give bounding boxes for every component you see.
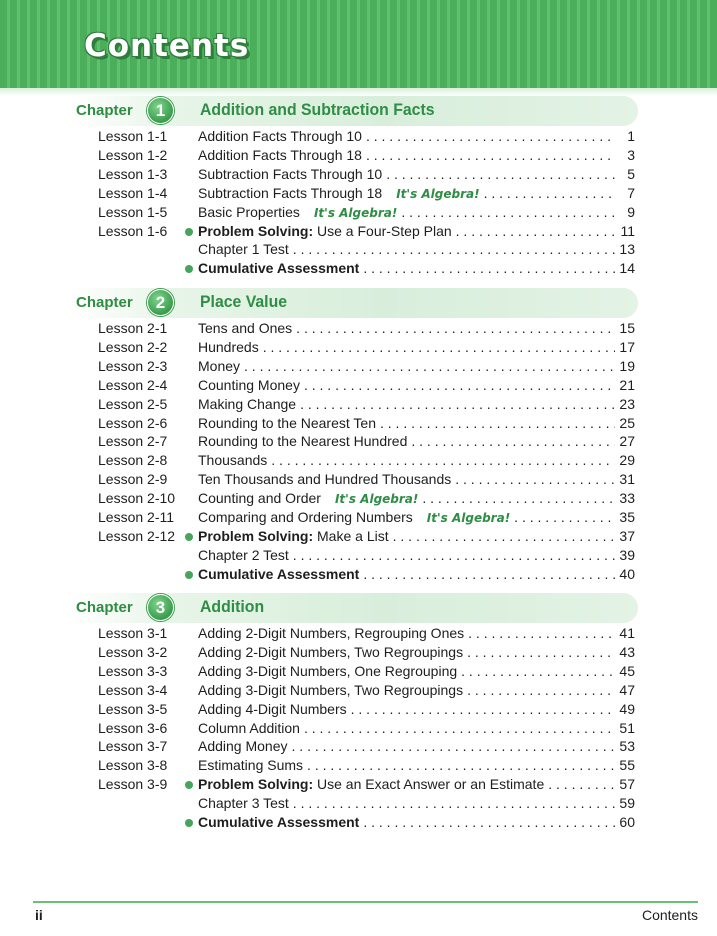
- page-number: 9: [627, 203, 635, 220]
- toc-entry[interactable]: [0, 643, 717, 662]
- entry-body: [198, 259, 635, 278]
- dot-leader: [304, 719, 615, 738]
- entry-title-text: Chapter 2 Test: [198, 546, 289, 563]
- entry-title-text: Adding Money: [198, 738, 288, 755]
- toc-entry[interactable]: [0, 737, 717, 756]
- entry-title: [198, 222, 452, 241]
- toc-entry[interactable]: [0, 700, 717, 719]
- dot-leader: [366, 127, 615, 146]
- entry-title-text: Rounding to the Nearest Hundred: [198, 433, 408, 450]
- chapter-label: Chapter: [76, 102, 133, 119]
- entry-title-text: Money: [198, 357, 241, 374]
- entry-title-text: Addition Facts Through 10: [198, 128, 362, 144]
- lesson-number: Lesson 3-4: [98, 681, 168, 698]
- entry-title-text: Use an Exact Answer or an Estimate: [317, 776, 545, 793]
- entry-body: [198, 794, 635, 813]
- toc-entry[interactable]: [0, 681, 717, 700]
- toc-entry[interactable]: [0, 489, 717, 508]
- toc-entry[interactable]: [0, 319, 717, 338]
- dot-leader: [548, 775, 615, 794]
- toc-entry[interactable]: [0, 775, 717, 794]
- page-number: 59: [619, 795, 635, 812]
- chapter-heading: [0, 593, 640, 623]
- dot-leader: [271, 451, 615, 470]
- footer-label: Contents: [641, 907, 698, 923]
- page-number: 19: [619, 357, 635, 374]
- dot-leader: [467, 643, 615, 662]
- entry-title: [198, 662, 457, 681]
- lesson-number: Lesson 1-1: [98, 128, 168, 144]
- entry-title: [198, 794, 289, 813]
- page-number: 55: [619, 757, 635, 774]
- toc-entry[interactable]: [0, 259, 717, 278]
- dot-leader: [422, 489, 615, 508]
- entry-title-text: Hundreds: [198, 338, 259, 355]
- entry-body: [198, 737, 635, 756]
- entry-body: [198, 813, 635, 832]
- entry-body: [198, 756, 635, 775]
- chapter-heading: [0, 288, 640, 318]
- lesson-number: Lesson 2-4: [98, 376, 168, 393]
- entry-body: [198, 127, 635, 146]
- dot-leader: [351, 700, 615, 719]
- dot-leader: [467, 681, 615, 700]
- lesson-number: Lesson 3-3: [98, 662, 168, 679]
- entry-title: [198, 489, 321, 508]
- toc-entry[interactable]: [0, 127, 717, 146]
- toc-entry[interactable]: [0, 376, 717, 395]
- dot-leader: [300, 395, 615, 414]
- page-number: 15: [619, 320, 635, 336]
- lesson-number: Lesson 1-4: [98, 184, 168, 201]
- dot-leader: [386, 165, 615, 184]
- lesson-number: Lesson 2-12: [98, 527, 176, 544]
- lesson-number: Lesson 1-3: [98, 165, 168, 182]
- algebra-tag: It's Algebra!: [426, 511, 511, 525]
- chapter-number-badge: 1: [147, 97, 174, 124]
- entry-title-text: Counting and Order: [198, 490, 321, 507]
- lesson-number: Lesson 1-2: [98, 146, 168, 163]
- toc-entry[interactable]: [0, 146, 717, 165]
- dot-leader: [456, 222, 615, 241]
- entry-title: [198, 338, 259, 357]
- entry-title-text: Adding 2-Digit Numbers, Two Regroupings: [198, 643, 464, 660]
- page-number: 29: [619, 452, 635, 469]
- footer-rule: [33, 901, 698, 903]
- page-number: 40: [619, 565, 635, 582]
- entry-title-text: Adding 4-Digit Numbers: [198, 700, 347, 717]
- dot-leader: [363, 813, 615, 832]
- entry-title: [198, 451, 267, 470]
- page-number: 5: [627, 165, 635, 182]
- chapter-title: Place Value: [200, 292, 288, 311]
- dot-leader: [263, 338, 615, 357]
- bullet-icon: [185, 819, 193, 827]
- entry-bold-label: Cumulative Assessment: [198, 565, 360, 582]
- entry-title-text: Tens and Ones: [198, 320, 293, 336]
- page-number: 13: [619, 241, 635, 258]
- page-number: 7: [627, 184, 635, 201]
- entry-title: [198, 146, 362, 165]
- page-number: 53: [619, 738, 635, 755]
- lesson-number: Lesson 1-6: [98, 222, 168, 239]
- page-number: 3: [627, 146, 635, 163]
- entry-title: [198, 508, 413, 527]
- lesson-number: Lesson 2-2: [98, 338, 168, 355]
- algebra-tag: It's Algebra!: [334, 492, 419, 507]
- entry-bold-label: Problem Solving:: [198, 527, 314, 544]
- bullet-icon: [185, 265, 193, 273]
- entry-bold-label: Cumulative Assessment: [198, 814, 360, 830]
- toc-entry[interactable]: [0, 813, 717, 832]
- entry-title-text: Adding 3-Digit Numbers, One Regrouping: [198, 662, 458, 679]
- lesson-number: Lesson 2-3: [98, 357, 168, 374]
- lesson-number: Lesson 3-2: [98, 643, 168, 660]
- entry-title: [198, 259, 359, 278]
- lesson-number: Lesson 3-8: [98, 757, 168, 774]
- toc-entry[interactable]: [0, 203, 717, 222]
- dot-leader: [461, 662, 615, 681]
- entry-title: [198, 565, 359, 584]
- lesson-number: Lesson 2-8: [98, 452, 168, 469]
- entry-title: [198, 624, 464, 643]
- chapter-label: Chapter: [76, 294, 133, 311]
- page-number: 57: [619, 776, 635, 793]
- entry-title: [198, 203, 300, 222]
- lesson-number: Lesson 2-5: [98, 395, 168, 412]
- entry-body: [198, 719, 635, 738]
- entry-title: [198, 165, 382, 184]
- dot-leader: [296, 319, 615, 338]
- bullet-icon: [185, 781, 193, 789]
- lesson-number: Lesson 3-6: [98, 719, 168, 736]
- bullet-icon: [185, 533, 193, 541]
- entry-title-text: Ten Thousands and Hundred Thousands: [198, 471, 452, 488]
- toc-entry[interactable]: [0, 662, 717, 681]
- entry-title-text: Subtraction Facts Through 10: [198, 165, 383, 182]
- entry-title: [198, 414, 376, 433]
- lesson-number: Lesson 2-11: [98, 509, 175, 525]
- bullet-icon: [185, 571, 193, 579]
- page-number: 47: [619, 681, 635, 698]
- page-number: 51: [619, 719, 635, 736]
- dot-leader: [244, 357, 615, 376]
- entry-title: [198, 775, 544, 794]
- bullet-icon: [185, 228, 193, 236]
- entry-title: [198, 813, 359, 832]
- toc-entry[interactable]: [0, 395, 717, 414]
- entry-title-text: Make a List: [317, 527, 389, 544]
- page-number: 27: [619, 433, 635, 450]
- entry-body: [198, 319, 635, 338]
- entry-body: [198, 681, 635, 700]
- entry-body: [198, 240, 635, 259]
- entry-body: [198, 565, 635, 584]
- entry-title: [198, 719, 300, 738]
- chapter-title: Addition and Subtraction Facts: [200, 100, 435, 119]
- page-number: 11: [620, 222, 635, 239]
- dot-leader: [401, 203, 615, 222]
- entry-title-text: Thousands: [198, 452, 268, 469]
- page-number: 39: [619, 546, 635, 563]
- entry-body: [198, 527, 635, 546]
- entry-title: [198, 681, 463, 700]
- toc-entry[interactable]: [0, 527, 717, 546]
- entry-bold-label: Problem Solving:: [198, 222, 314, 239]
- entry-title-text: Chapter 3 Test: [198, 795, 289, 812]
- toc-entry[interactable]: [0, 414, 717, 433]
- entry-title-text: Making Change: [198, 395, 297, 412]
- entry-body: [198, 432, 635, 451]
- lesson-number: Lesson 3-9: [98, 776, 168, 793]
- dot-leader: [366, 146, 615, 165]
- entry-body: [198, 508, 635, 527]
- entry-title: [198, 127, 362, 146]
- entry-body: [198, 165, 635, 184]
- entry-body: [198, 203, 635, 222]
- entry-body: [198, 643, 635, 662]
- entry-body: [198, 624, 635, 643]
- toc-entry[interactable]: [0, 222, 717, 241]
- entry-body: [198, 489, 635, 508]
- entry-body: [198, 662, 635, 681]
- lesson-number: Lesson 2-6: [98, 414, 168, 431]
- dot-leader: [292, 737, 615, 756]
- entry-title-text: Rounding to the Nearest Ten: [198, 414, 376, 431]
- entry-title-text: Addition Facts Through 18: [198, 146, 362, 163]
- dot-leader: [468, 624, 615, 643]
- entry-title-text: Estimating Sums: [198, 757, 304, 774]
- entry-title: [198, 700, 347, 719]
- dot-leader: [293, 546, 615, 565]
- toc-entry[interactable]: [0, 451, 717, 470]
- page-number: 21: [619, 376, 635, 393]
- lesson-number: Lesson 2-9: [98, 471, 168, 488]
- entry-title-text: Comparing and Ordering Numbers: [198, 509, 413, 525]
- entry-body: [198, 357, 635, 376]
- entry-title: [198, 643, 463, 662]
- toc-entry[interactable]: [0, 184, 717, 203]
- entry-title-text: Adding 2-Digit Numbers, Regrouping Ones: [198, 625, 465, 641]
- toc-entry[interactable]: [0, 624, 717, 643]
- entry-bold-label: Problem Solving:: [198, 776, 314, 793]
- page-number: 17: [619, 338, 635, 355]
- entry-body: [198, 414, 635, 433]
- lesson-number: Lesson 1-5: [98, 203, 168, 220]
- entry-title: [198, 240, 289, 259]
- page-number: 31: [619, 471, 635, 488]
- page-number: 49: [619, 700, 635, 717]
- toc-entry[interactable]: [0, 357, 717, 376]
- lesson-number: Lesson 2-7: [98, 433, 168, 450]
- entry-title-text: Use a Four-Step Plan: [317, 222, 452, 239]
- page-number: 35: [619, 509, 635, 525]
- entry-title: [198, 470, 451, 489]
- page-number: 43: [619, 643, 635, 660]
- entry-title: [198, 432, 407, 451]
- dot-leader: [304, 376, 615, 395]
- entry-title-text: Basic Properties: [198, 203, 300, 220]
- toc-entry[interactable]: [0, 565, 717, 584]
- entry-title-text: Chapter 1 Test: [198, 241, 289, 258]
- dot-leader: [307, 756, 615, 775]
- entry-body: [198, 546, 635, 565]
- chapter-title: Addition: [200, 597, 265, 616]
- toc-entry[interactable]: [0, 432, 717, 451]
- page-number: 14: [619, 260, 635, 277]
- dot-leader: [293, 240, 615, 259]
- lesson-number: Lesson 2-10: [98, 490, 176, 507]
- toc-entry[interactable]: [0, 719, 717, 738]
- toc-entry[interactable]: [0, 546, 717, 565]
- toc-entry[interactable]: [0, 338, 717, 357]
- entry-title-text: Adding 3-Digit Numbers, Two Regroupings: [198, 681, 464, 698]
- entry-body: [198, 146, 635, 165]
- page-title: Contents: [84, 28, 250, 64]
- dot-leader: [393, 527, 615, 546]
- entry-title: [198, 737, 288, 756]
- page-number: 1: [627, 128, 635, 144]
- entry-title: [198, 756, 303, 775]
- toc-entry[interactable]: [0, 756, 717, 775]
- page-number: 60: [619, 814, 635, 830]
- lesson-number: Lesson 2-1: [98, 320, 168, 336]
- entry-title: [198, 376, 300, 395]
- chapter-number-badge: 2: [147, 289, 174, 316]
- dot-leader: [293, 794, 615, 813]
- dot-leader: [363, 565, 615, 584]
- toc-entry[interactable]: [0, 794, 717, 813]
- dot-leader: [455, 470, 615, 489]
- entry-title-text: Counting Money: [198, 376, 300, 393]
- entry-title-text: Subtraction Facts Through 18: [198, 184, 383, 201]
- dot-leader: [363, 259, 615, 278]
- toc-entry[interactable]: [0, 508, 717, 527]
- entry-title: [198, 527, 389, 546]
- dot-leader: [484, 184, 615, 203]
- algebra-tag: It's Algebra!: [313, 205, 398, 220]
- lesson-number: Lesson 3-5: [98, 700, 168, 717]
- chapter-label: Chapter: [76, 599, 133, 616]
- entry-body: [198, 338, 635, 357]
- entry-title: [198, 395, 296, 414]
- page-number: 33: [619, 490, 635, 507]
- toc-entry[interactable]: [0, 240, 717, 259]
- entry-body: [198, 470, 635, 489]
- header-band: [0, 88, 717, 96]
- entry-body: [198, 700, 635, 719]
- algebra-tag: It's Algebra!: [396, 186, 480, 201]
- page-number: 23: [619, 395, 635, 412]
- page-number: 25: [619, 414, 635, 431]
- entry-body: [198, 395, 635, 414]
- lesson-number: Lesson 3-1: [98, 625, 168, 641]
- chapter-heading: [0, 96, 640, 126]
- dot-leader: [411, 432, 615, 451]
- entry-body: [198, 376, 635, 395]
- page-header: [0, 0, 717, 88]
- toc-entry[interactable]: [0, 165, 717, 184]
- entry-title: [198, 357, 240, 376]
- entry-title: [198, 546, 289, 565]
- entry-body: [198, 222, 635, 241]
- dot-leader: [514, 508, 615, 527]
- footer-page-number: ii: [35, 907, 43, 923]
- toc-entry[interactable]: [0, 470, 717, 489]
- entry-body: [198, 184, 635, 203]
- entry-title: [198, 184, 382, 203]
- page-number: 41: [619, 625, 635, 641]
- page-number: 45: [619, 662, 635, 679]
- chapter-number-badge: 3: [147, 594, 174, 621]
- entry-title-text: Column Addition: [198, 719, 300, 736]
- entry-body: [198, 451, 635, 470]
- entry-body: [198, 775, 635, 794]
- lesson-number: Lesson 3-7: [98, 738, 168, 755]
- dot-leader: [380, 414, 615, 433]
- page-number: 37: [619, 527, 635, 544]
- entry-title: [198, 319, 292, 338]
- entry-bold-label: Cumulative Assessment: [198, 260, 360, 277]
